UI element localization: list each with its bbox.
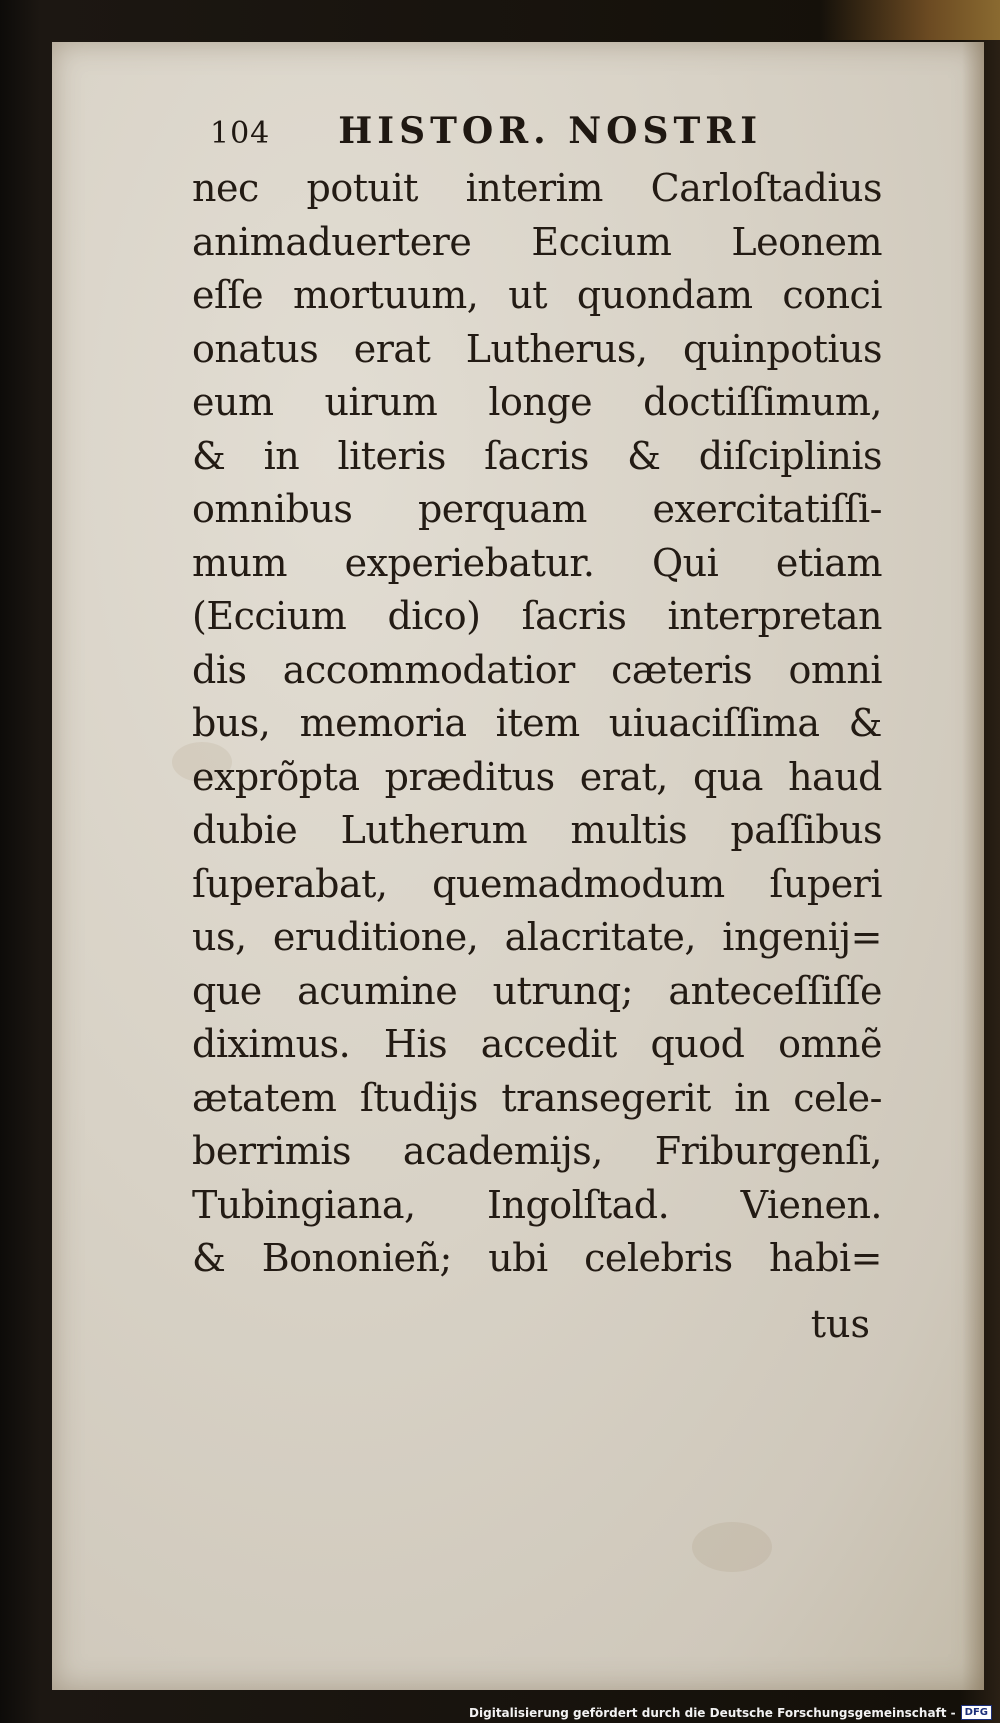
- running-title: HISTOR. NOSTRI: [338, 110, 763, 152]
- text-line: Tubingiana, Ingolſtad. Vienen.: [192, 1182, 882, 1227]
- book-edge: [820, 0, 1000, 40]
- paper-stain: [692, 1522, 772, 1572]
- catchword: tus: [810, 1302, 870, 1346]
- text-line: us, eruditione, alacritate, ingenij=: [192, 915, 882, 959]
- footer-credit: Digitalisierung gefördert durch die Deutsche Forschungsgemeinschaft -: [469, 1705, 956, 1720]
- running-head: [210, 110, 860, 170]
- text-line: mum experiebatur. Qui etiam: [192, 540, 882, 585]
- text-line: bus, memoria item uiuaciſſima &: [192, 701, 882, 745]
- text-line: berrimis academijs, Friburgenſi,: [192, 1129, 882, 1173]
- text-line: animaduertere Eccium Leonem: [192, 219, 882, 264]
- text-line: eſſe mortuum, ut quondam conci: [192, 273, 882, 317]
- text-line: & Bononieñ; ubi celebris habi=: [192, 1236, 882, 1280]
- text-line: nec potuit interim Carloſtadius: [192, 166, 882, 210]
- text-line: diximus. His accedit quod omnẽ: [192, 1022, 882, 1066]
- body-text: [192, 162, 882, 1286]
- text-line: eum uirum longe doctiſſimum,: [192, 380, 882, 424]
- text-line: ætatem ſtudijs transegerit in cele-: [192, 1075, 882, 1120]
- text-line: ſuperabat, quemadmodum ſuperi: [192, 861, 882, 906]
- dfg-logo-icon: DFG: [961, 1705, 992, 1720]
- text-line: (Eccium dico) ſacris interpretan: [192, 594, 882, 638]
- page-number: 104: [210, 116, 271, 151]
- text-line: dis accommodatior cæteris omni: [192, 647, 882, 692]
- text-line: onatus erat Lutherus, quinpotius: [192, 326, 882, 371]
- text-line: omnibus perquam exercitatiſſi-: [192, 487, 882, 531]
- text-line: & in literis ſacris & diſciplinis: [192, 433, 882, 478]
- text-line: que acumine utrunq; anteceſſiſſe: [192, 968, 882, 1013]
- text-line: exprõpta præditus erat, qua haud: [192, 754, 882, 799]
- page-gutter-shadow: [962, 42, 984, 1690]
- text-line: dubie Lutherum multis paſſibus: [192, 808, 882, 852]
- digitization-footer: [469, 1705, 992, 1720]
